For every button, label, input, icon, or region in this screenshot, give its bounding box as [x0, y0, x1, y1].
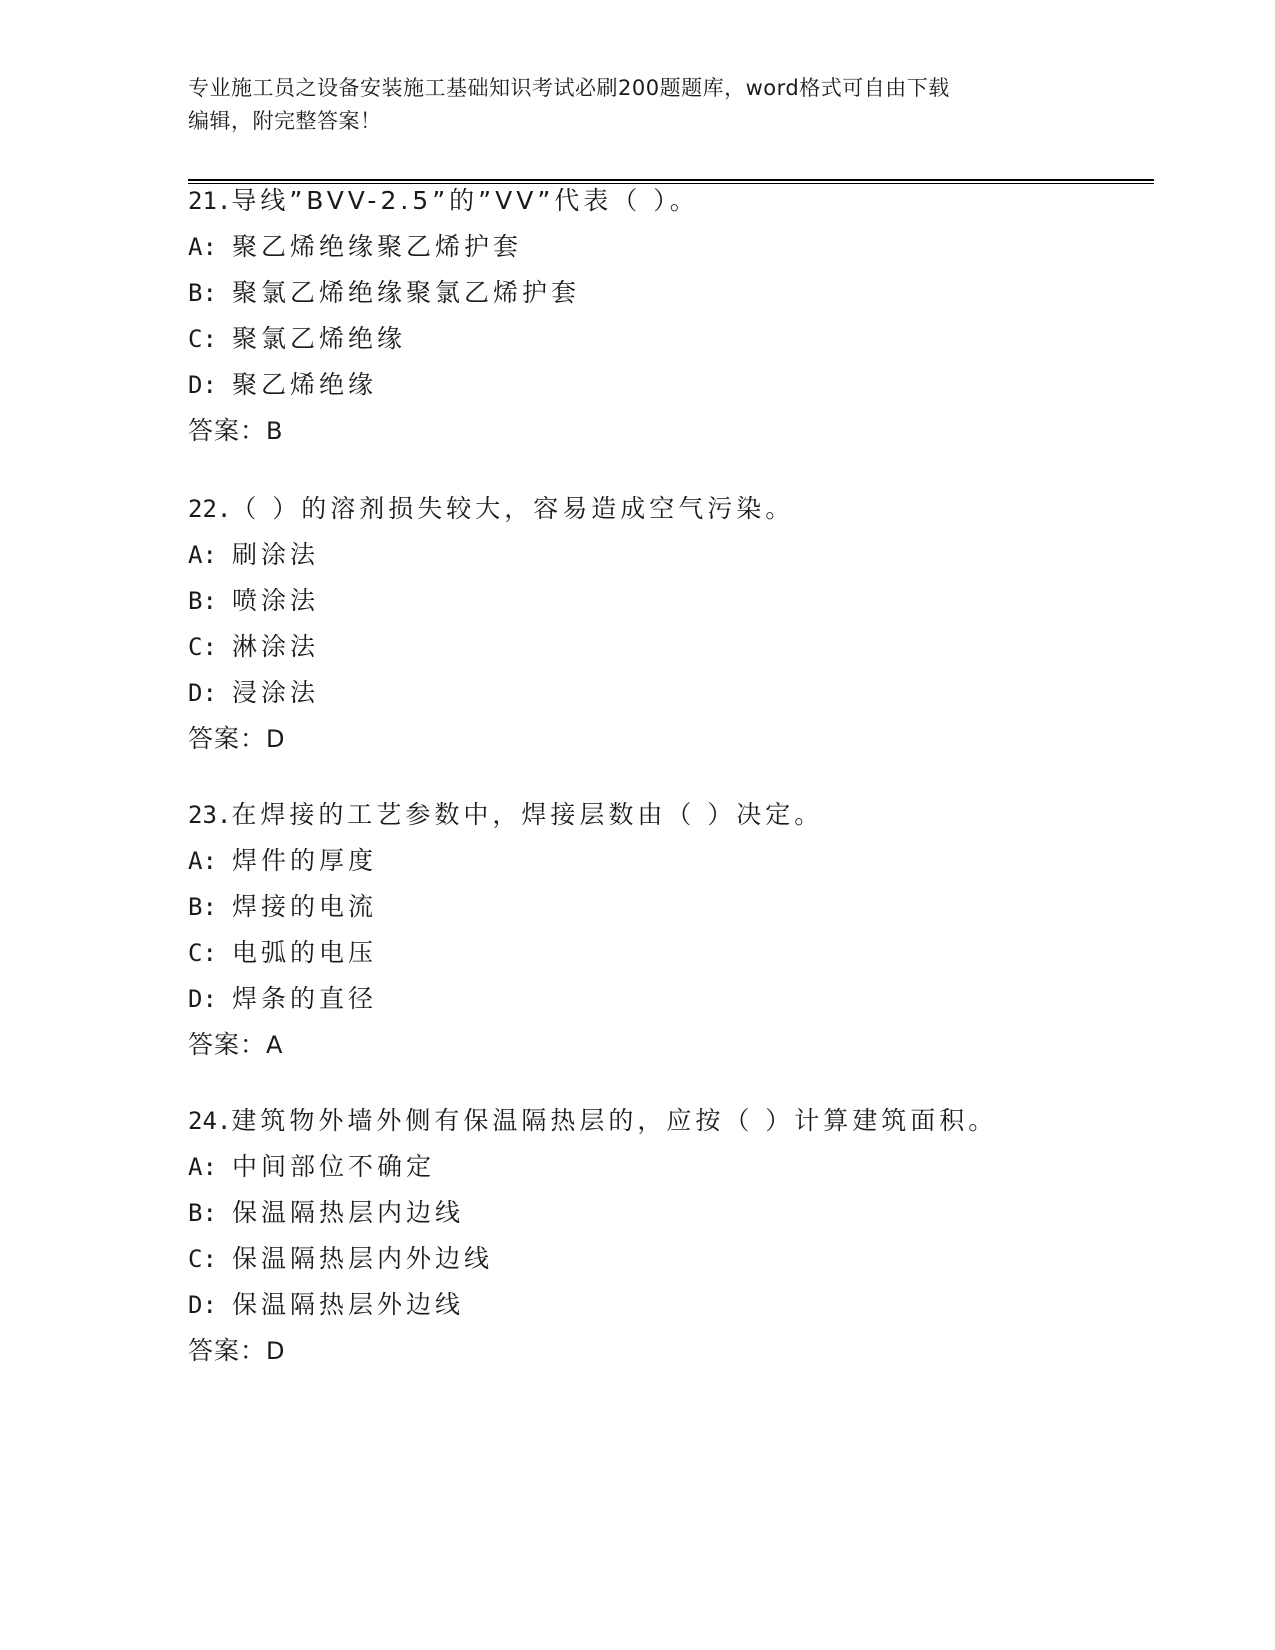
question-text: 建筑物外墙外侧有保温隔热层的，应按（ ）计算建筑面积。 — [231, 1106, 998, 1135]
question-23 — [188, 792, 1148, 1068]
option-letter: C: — [188, 939, 217, 967]
header-title-line-1: 专业施工员之设备安装施工基础知识考试必刷200题题库，word格式可自由下载 — [188, 76, 950, 100]
option-letter: C: — [188, 1245, 217, 1273]
option-a — [188, 224, 1148, 270]
answer-label: 答案： — [188, 1030, 267, 1059]
option-text: 保温隔热层内外边线 — [232, 1244, 494, 1273]
option-text: 电弧的电压 — [232, 938, 378, 967]
option-letter: D: — [188, 371, 217, 399]
option-b — [188, 578, 1148, 624]
question-stem — [188, 486, 1148, 532]
option-text: 刷涂法 — [232, 540, 320, 569]
option-letter: D: — [188, 679, 217, 707]
question-22 — [188, 486, 1148, 762]
document-header — [188, 72, 1088, 138]
option-text: 浸涂法 — [232, 678, 320, 707]
option-d — [188, 1282, 1148, 1328]
option-text: 保温隔热层内边线 — [232, 1198, 465, 1227]
option-text: 焊件的厚度 — [232, 846, 378, 875]
option-letter: D: — [188, 985, 217, 1013]
answer-value: B — [266, 417, 284, 445]
option-text: 淋涂法 — [232, 632, 320, 661]
question-21 — [188, 178, 1148, 454]
option-text: 聚乙烯绝缘 — [232, 370, 378, 399]
answer-line — [188, 716, 1148, 762]
question-stem — [188, 178, 1148, 224]
answer-label: 答案： — [188, 1336, 267, 1365]
option-text: 保温隔热层外边线 — [232, 1290, 465, 1319]
option-c — [188, 930, 1148, 976]
option-d — [188, 976, 1148, 1022]
option-letter: C: — [188, 325, 217, 353]
option-letter: B: — [188, 279, 217, 307]
option-letter: A: — [188, 1153, 217, 1181]
header-title-line-2: 编辑，附完整答案！ — [188, 109, 382, 133]
option-a — [188, 532, 1148, 578]
option-d — [188, 670, 1148, 716]
option-letter: B: — [188, 893, 217, 921]
option-text: 焊接的电流 — [232, 892, 378, 921]
option-b — [188, 1190, 1148, 1236]
option-b — [188, 270, 1148, 316]
answer-line — [188, 408, 1148, 454]
question-text: （ ）的溶剂损失较大，容易造成空气污染。 — [231, 494, 795, 523]
option-c — [188, 316, 1148, 362]
option-letter: B: — [188, 1199, 217, 1227]
option-text: 焊条的直径 — [232, 984, 378, 1013]
answer-value: A — [266, 1031, 284, 1059]
option-letter: D: — [188, 1291, 217, 1319]
answer-line — [188, 1022, 1148, 1068]
option-a — [188, 1144, 1148, 1190]
option-text: 中间部位不确定 — [232, 1152, 436, 1181]
question-number: 21. — [188, 187, 232, 215]
option-c — [188, 1236, 1148, 1282]
question-number: 24. — [188, 1107, 232, 1135]
answer-line — [188, 1328, 1148, 1374]
answer-value: D — [266, 1337, 286, 1365]
option-b — [188, 884, 1148, 930]
option-letter: A: — [188, 233, 217, 261]
answer-label: 答案： — [188, 416, 267, 445]
option-text: 喷涂法 — [232, 586, 320, 615]
option-text: 聚氯乙烯绝缘聚氯乙烯护套 — [232, 278, 581, 307]
option-letter: B: — [188, 587, 217, 615]
question-text: 导线”BVV-2.5”的”VV”代表（ ）。 — [231, 186, 699, 215]
option-letter: C: — [188, 633, 217, 661]
question-number: 22. — [188, 495, 232, 523]
option-a — [188, 838, 1148, 884]
question-number: 23. — [188, 801, 232, 829]
question-stem — [188, 1098, 1148, 1144]
option-c — [188, 624, 1148, 670]
answer-value: D — [266, 725, 286, 753]
option-text: 聚乙烯绝缘聚乙烯护套 — [232, 232, 523, 261]
option-letter: A: — [188, 847, 217, 875]
answer-label: 答案： — [188, 724, 267, 753]
question-24 — [188, 1098, 1148, 1374]
option-text: 聚氯乙烯绝缘 — [232, 324, 407, 353]
option-d — [188, 362, 1148, 408]
question-text: 在焊接的工艺参数中，焊接层数由（ ）决定。 — [231, 800, 824, 829]
option-letter: A: — [188, 541, 217, 569]
question-stem — [188, 792, 1148, 838]
